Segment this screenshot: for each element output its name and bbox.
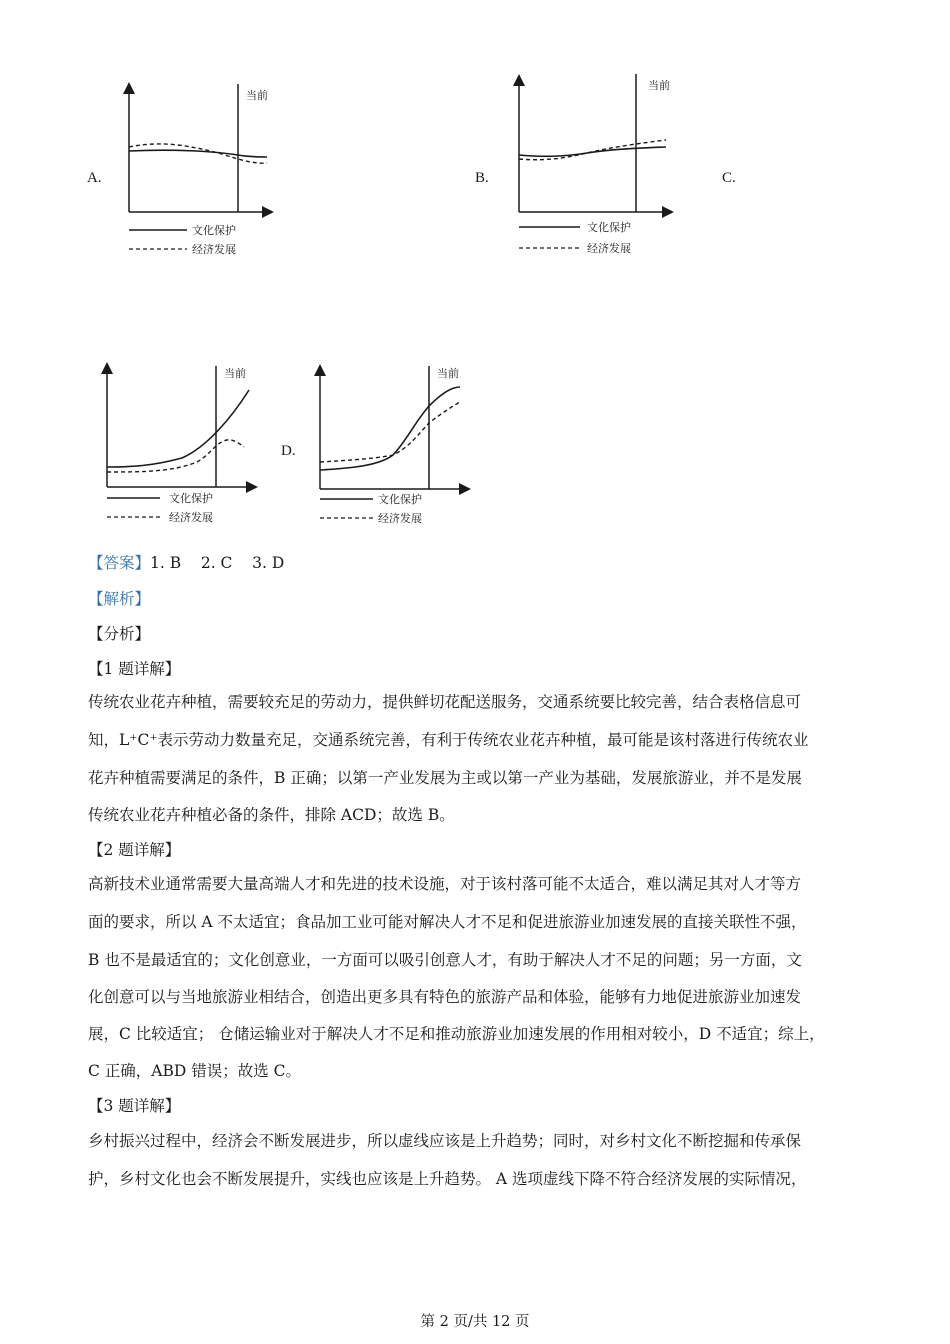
q2-line: 高新技术业通常需要大量高端人才和先进的技术设施，对于该村落可能不太适合，难以满足其对人才等方 [88, 875, 802, 893]
legend-solid-label: 文化保护 [378, 493, 422, 506]
legend-solid-label: 文化保护 [192, 224, 236, 237]
q2-label: 【2 题详解】 [88, 841, 181, 859]
solid-series-line [519, 147, 666, 156]
current-label: 当前 [246, 89, 268, 102]
q2-line: B 也不是最适宜的；文化创意业，一方面可以吸引创意人才，有助于解决人才不足的问题；另一方面，文 [88, 951, 802, 969]
option-d-letter: D. [281, 443, 296, 459]
dashed-series-line [129, 144, 267, 163]
option-b-letter: B. [475, 170, 489, 186]
answer-line [88, 551, 284, 573]
solid-series-line [107, 390, 249, 467]
option-c-letter: C. [722, 170, 736, 186]
fenxi-label: 【分析】 [88, 625, 151, 643]
q1-line: 传统农业花卉种植，需要较充足的劳动力，提供鲜切花配送服务，交通系统要比较完善，结合表格信息可 [88, 693, 802, 711]
current-label: 当前 [437, 367, 459, 380]
q1-line: 传统农业花卉种植必备的条件，排除 ACD；故选 B。 [88, 806, 455, 824]
chart-option-c [92, 362, 262, 534]
legend-dashed-label: 经济发展 [587, 242, 631, 255]
analysis-label: 【解析】 [88, 590, 151, 608]
legend-dashed-label: 经济发展 [378, 512, 422, 525]
q1-line: 花卉种植需要满足的条件，B 正确；以第一产业发展为主或以第一产业为基础，发展旅游业，并不是发展 [88, 769, 802, 787]
q2-line: 化创意可以与当地旅游业相结合，创造出更多具有特色的旅游产品和体验，能够有力地促进旅游业加速发 [88, 988, 802, 1006]
legend-dashed-label: 经济发展 [192, 243, 236, 256]
answer-label: 【答案】 [88, 554, 151, 572]
q3-line: 乡村振兴过程中，经济会不断发展进步，所以虚线应该是上升趋势；同时，对乡村文化不断挖掘和传承保 [88, 1132, 802, 1150]
q3-label: 【3 题详解】 [88, 1097, 181, 1115]
current-label: 当前 [648, 79, 670, 92]
q2-line: C 正确，ABD 错误；故选 C。 [88, 1062, 302, 1080]
legend-dashed-label: 经济发展 [169, 511, 213, 524]
option-a-letter: A. [87, 170, 102, 186]
chart-option-b [502, 72, 672, 262]
q1-line: 知，L⁺C⁺表示劳动力数量充足，交通系统完善，有利于传统农业花卉种植，最可能是该村落进行传统农业 [88, 731, 809, 749]
solid-series-line [129, 150, 267, 157]
q3-line: 护，乡村文化也会不断发展提升，实线也应该是上升趋势。 A 选项虚线下降不符合经济发展的实际情况， [88, 1170, 807, 1188]
legend-solid-label: 文化保护 [587, 221, 631, 234]
chart-option-d [305, 362, 475, 534]
q1-label: 【1 题详解】 [88, 660, 181, 678]
page-footer: 第 2 页/共 12 页 [420, 1314, 530, 1330]
q2-line: 面的要求，所以 A 不太适宜；食品加工业可能对解决人才不足和促进旅游业加速发展的直接关联性不强， [88, 913, 807, 931]
dashed-series-line [320, 402, 460, 462]
chart-option-a [112, 82, 282, 262]
current-label: 当前 [224, 367, 246, 380]
answer-text: 1. B 2. C 3. D [150, 554, 285, 572]
solid-series-line [320, 387, 460, 470]
legend-solid-label: 文化保护 [169, 492, 213, 505]
q2-line: 展，C 比较适宜； 仓储运输业对于解决人才不足和推动旅游业加速发展的作用相对较小，D 不适宜；综上， [88, 1025, 825, 1043]
